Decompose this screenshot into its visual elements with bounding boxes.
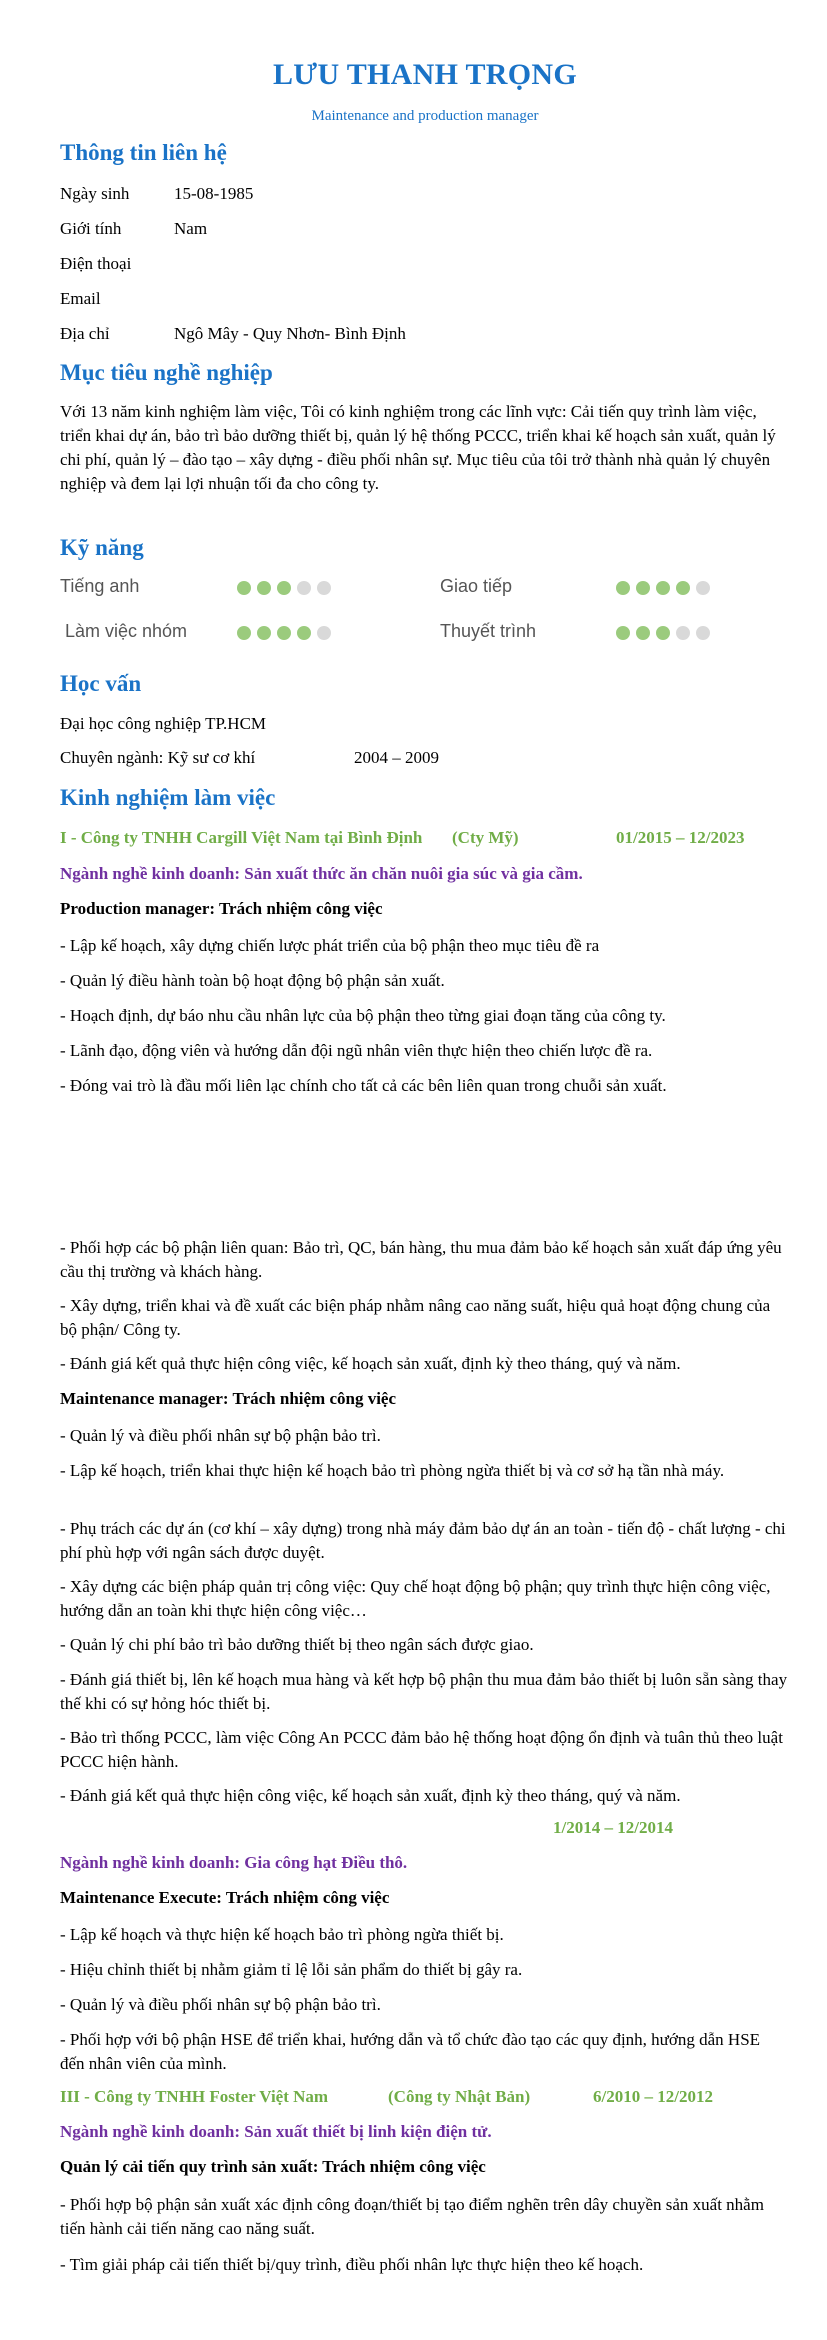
bullet: - Lập kế hoạch, triển khai thực hiện kế hoạch bảo trì phòng ngừa thiết bị và cơ sở hạ tần nhà máy. bbox=[60, 1461, 725, 1480]
contact-heading: Thông tin liên hệ bbox=[60, 140, 227, 165]
objective-heading: Mục tiêu nghề nghiệp bbox=[60, 360, 273, 385]
rating-dot-empty bbox=[297, 581, 311, 595]
bullet: - Tìm giải pháp cải tiến thiết bị/quy trình, điều phối nhân lực thực hiện theo kế hoạch. bbox=[60, 2255, 644, 2274]
rating-dot-filled bbox=[277, 581, 291, 595]
rating-dot-filled bbox=[636, 626, 650, 640]
rating-dot-filled bbox=[257, 581, 271, 595]
bullet: - Xây dựng các biện pháp quản trị công việc: Quy chế hoạt động bộ phận; quy trình thực hiện công việc, hướng dẫn an toàn khi thực hiện công việc… bbox=[60, 1577, 771, 1620]
rating-dot-filled bbox=[636, 581, 650, 595]
skills-heading: Kỹ năng bbox=[60, 535, 144, 560]
skill-name: Thuyết trình bbox=[440, 621, 537, 641]
contact-label: Điện thoại bbox=[60, 254, 132, 273]
bullet: - Hoạch định, dự báo nhu cầu nhân lực của bộ phận theo từng giai đoạn tăng của công ty. bbox=[60, 1006, 666, 1025]
education-major: Chuyên ngành: Kỹ sư cơ khí bbox=[60, 748, 256, 767]
job-period: 01/2015 – 12/2023 bbox=[616, 828, 745, 847]
skill-name: Làm việc nhóm bbox=[65, 621, 188, 641]
skill-name: Tiếng anh bbox=[60, 576, 140, 596]
bullet: - Đóng vai trò là đầu mối liên lạc chính cho tất cả các bên liên quan trong chuỗi sản xuất. bbox=[60, 1076, 667, 1095]
bullet: - Đánh giá kết quả thực hiện công việc, kế hoạch sản xuất, định kỳ theo tháng, quý và năm. bbox=[60, 1786, 681, 1805]
candidate-title: Maintenance and production manager bbox=[311, 108, 539, 124]
experience-heading: Kinh nghiệm làm việc bbox=[60, 785, 276, 810]
contact-value: Ngô Mây - Quy Nhơn- Bình Định bbox=[174, 324, 406, 343]
education-period: 2004 – 2009 bbox=[354, 748, 439, 767]
bullet: - Hiệu chỉnh thiết bị nhằm giảm tỉ lệ lỗi sản phẩm do thiết bị gây ra. bbox=[60, 1960, 523, 1979]
rating-dot-filled bbox=[237, 626, 251, 640]
contact-value: 15-08-1985 bbox=[174, 184, 254, 203]
contact-row-address bbox=[60, 324, 406, 344]
rating-dot-empty bbox=[676, 626, 690, 640]
education-heading: Học vấn bbox=[60, 671, 142, 696]
job2-role: Maintenance Execute: Trách nhiệm công việc bbox=[60, 1888, 390, 1907]
objective-text: Với 13 năm kinh nghiệm làm việc, Tôi có kinh nghiệm trong các lĩnh vực: Cải tiến quy trình làm việc, triển khai dự án, bảo trì bảo dưỡng thiết bị, quản lý hệ thống PCCC, triển khai kế hoạch sản xuất, quản lý chi phí, quản lý – đào tạo – xây dựng - điều phối nhân sự. Mục tiêu của tôi trở thành nhà quản lý chuyên nghiệp và đem lại lợi nhuận tối đa cho công ty. bbox=[60, 402, 776, 493]
bullet: - Lãnh đạo, động viên và hướng dẫn đội ngũ nhân viên thực hiện theo chiến lược đề ra. bbox=[60, 1041, 653, 1060]
rating-dot-filled bbox=[277, 626, 291, 640]
contact-value: Nam bbox=[174, 219, 208, 238]
rating-dot-empty bbox=[317, 626, 331, 640]
company-name: III - Công ty TNHH Foster Việt Nam bbox=[60, 2087, 329, 2106]
job1-role-maintenance: Maintenance manager: Trách nhiệm công việc bbox=[60, 1389, 397, 1408]
rating-dot-filled bbox=[656, 581, 670, 595]
bullet: - Bảo trì thống PCCC, làm việc Công An PCCC đảm bảo hệ thống hoạt động ổn định và tuân thủ theo luật PCCC hiện hành. bbox=[60, 1728, 783, 1771]
contact-row-birthdate bbox=[60, 184, 253, 204]
rating-dot-filled bbox=[676, 581, 690, 595]
rating-dot-filled bbox=[257, 626, 271, 640]
bullet: - Đánh giá thiết bị, lên kế hoạch mua hàng và kết hợp bộ phận thu mua đảm bảo thiết bị luôn sẵn sàng thay thế khi có sự hỏng hóc thiết bị. bbox=[60, 1670, 788, 1713]
bullet: - Đánh giá kết quả thực hiện công việc, kế hoạch sản xuất, định kỳ theo tháng, quý và năm. bbox=[60, 1354, 681, 1373]
rating-dot-filled bbox=[616, 581, 630, 595]
skill-rating bbox=[616, 581, 710, 595]
bullet: - Quản lý chi phí bảo trì bảo dưỡng thiết bị theo ngân sách được giao. bbox=[60, 1635, 534, 1654]
contact-label: Địa chỉ bbox=[60, 324, 110, 343]
skill-rating bbox=[237, 626, 331, 640]
rating-dot-filled bbox=[297, 626, 311, 640]
contact-label: Email bbox=[60, 289, 101, 308]
rating-dot-empty bbox=[696, 581, 710, 595]
job3-role: Quản lý cải tiến quy trình sản xuất: Trách nhiệm công việc bbox=[60, 2157, 486, 2176]
bullet: - Quản lý và điều phối nhân sự bộ phận bảo trì. bbox=[60, 1426, 381, 1445]
contact-label: Ngày sinh bbox=[60, 184, 130, 203]
job1-industry: Ngành nghề kinh doanh: Sản xuất thức ăn chăn nuôi gia súc và gia cầm. bbox=[60, 864, 583, 883]
contact-row-email bbox=[60, 289, 174, 309]
contact-row-gender bbox=[60, 219, 207, 239]
company-origin: (Cty Mỹ) bbox=[452, 828, 519, 847]
rating-dot-filled bbox=[616, 626, 630, 640]
bullet: - Lập kế hoạch, xây dựng chiến lược phát triển của bộ phận theo mục tiêu đề ra bbox=[60, 936, 600, 955]
rating-dot-filled bbox=[656, 626, 670, 640]
bullet: - Phụ trách các dự án (cơ khí – xây dựng) trong nhà máy đảm bảo dự án an toàn - tiến độ - chất lượng - chi phí phù hợp với ngân sách được duyệt. bbox=[60, 1519, 786, 1562]
job2-industry: Ngành nghề kinh doanh: Gia công hạt Điều thô. bbox=[60, 1853, 408, 1872]
skill-rating bbox=[616, 626, 710, 640]
rating-dot-filled bbox=[237, 581, 251, 595]
bullet: - Lập kế hoạch và thực hiện kế hoạch bảo trì phòng ngừa thiết bị. bbox=[60, 1925, 504, 1944]
bullet: - Quản lý điều hành toàn bộ hoạt động bộ phận sản xuất. bbox=[60, 971, 445, 990]
rating-dot-empty bbox=[696, 626, 710, 640]
bullet: - Xây dựng, triển khai và đề xuất các biện pháp nhằm nâng cao năng suất, hiệu quả hoạt động chung của bộ phận/ Công ty. bbox=[60, 1296, 771, 1339]
candidate-name: LƯU THANH TRỌNG bbox=[273, 58, 577, 91]
skill-name: Giao tiếp bbox=[440, 576, 513, 596]
rating-dot-empty bbox=[317, 581, 331, 595]
bullet: - Phối hợp với bộ phận HSE để triển khai, hướng dẫn và tổ chức đào tạo các quy định, hướng dẫn HSE đến nhân viên của mình. bbox=[60, 2030, 761, 2073]
skill-rating bbox=[237, 581, 331, 595]
job-period: 1/2014 – 12/2014 bbox=[553, 1818, 673, 1837]
company-name: I - Công ty TNHH Cargill Việt Nam tại Bình Định bbox=[60, 828, 423, 847]
bullet: - Quản lý và điều phối nhân sự bộ phận bảo trì. bbox=[60, 1995, 381, 2014]
contact-label: Giới tính bbox=[60, 219, 122, 238]
company-origin: (Công ty Nhật Bản) bbox=[388, 2087, 531, 2106]
bullet: - Phối hợp bộ phận sản xuất xác định công đoạn/thiết bị tạo điểm nghẽn trên dây chuyền sản xuất nhằm tiến hành cải tiến năng cao năng suất. bbox=[60, 2195, 764, 2238]
contact-row-phone bbox=[60, 254, 174, 274]
job-period: 6/2010 – 12/2012 bbox=[593, 2087, 713, 2106]
job3-industry: Ngành nghề kinh doanh: Sản xuất thiết bị linh kiện điện tử. bbox=[60, 2122, 492, 2141]
job1-role-production: Production manager: Trách nhiệm công việc bbox=[60, 899, 383, 918]
bullet: - Phối hợp các bộ phận liên quan: Bảo trì, QC, bán hàng, thu mua đảm bảo kế hoạch sản xuất đáp ứng yêu cầu thị trường và khách hàng. bbox=[60, 1238, 782, 1281]
education-school: Đại học công nghiệp TP.HCM bbox=[60, 714, 267, 733]
